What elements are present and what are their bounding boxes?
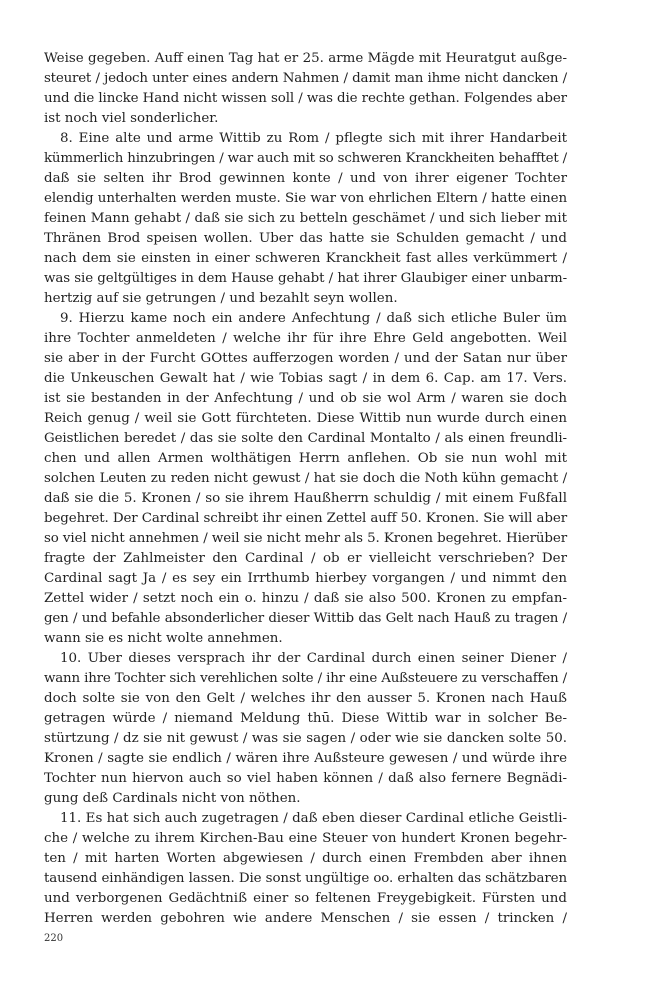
text-line: Tochter nun hiervon auch so viel haben können / daß also fernere Begnädi- [44,771,567,786]
text-line: daß sie selten ihr Brod gewinnen konte / und von ihrer eigener Tochter [44,171,567,186]
text-line: wann sie es nicht wolte annehmen. [44,631,283,646]
text-line: Zettel wider / setzt noch ein o. hinzu / daß sie also 500. Kronen zu empfan- [44,591,567,606]
text-line: Weise gegeben. Auff einen Tag hat er 25. arme Mägde mit Heuratgut außge- [44,51,567,66]
paragraph-8-start: 8. Eine alte und arme Wittib zu Rom / pflegte sich mit ihrer Handarbeit [60,131,567,146]
text-line: Thränen Brod speisen wollen. Uber das hatte sie Schulden gemacht / und [44,231,567,246]
text-line: doch solte sie von den Gelt / welches ihr den ausser 5. Kronen nach Hauß [44,691,567,706]
text-line: Cardinal sagt Ja / es sey ein Irrthumb hierbey vorgangen / und nimmt den [44,571,567,586]
text-line: che / welche zu ihrem Kirchen-Bau eine Steuer von hundert Kronen begehr- [44,831,567,846]
text-line: chen und allen Armen wolthätigen Herrn anflehen. Ob sie nun wohl mit [44,451,567,466]
page-number: 220 [44,933,64,944]
text-line: hertzig auf sie getrungen / und bezahlt seyn wollen. [44,291,398,306]
text-line: sie aber in der Furcht GOttes aufferzogen worden / und der Satan nur über [44,351,567,366]
text-line: die Unkeuschen Gewalt hat / wie Tobias sagt / in dem 6. Cap. am 17. Vers. [44,371,567,386]
text-line: ihre Tochter anmeldeten / welche ihr für ihre Ehre Geld angebotten. Weil [44,331,567,346]
paragraph-11-start: 11. Es hat sich auch zugetragen / daß eben dieser Cardinal etliche Geistli- [60,811,567,826]
text-line: begehret. Der Cardinal schreibt ihr einen Zettel auff 50. Kronen. Sie will aber [44,511,567,526]
text-line: kümmerlich hinzubringen / war auch mit so schweren Kranckheiten behafftet / [44,151,567,166]
text-line: feinen Mann gehabt / daß sie sich zu betteln geschämet / und sich lieber mit [44,211,567,226]
text-line: getragen würde / niemand Meldung thū. Diese Wittib war in solcher Be- [44,711,567,726]
text-line: nach dem sie einsten in einer schweren Kranckheit fast alles verkümmert / [44,251,567,266]
text-line: ist sie bestanden in der Anfechtung / und ob sie wol Arm / waren sie doch [44,391,567,406]
text-line: Kronen / sagte sie endlich / wären ihre Außsteure gewesen / und würde ihre [44,751,567,766]
text-line: stürtzung / dz sie nit gewust / was sie sagen / oder wie sie dancken solte 50. [44,731,567,746]
text-line: ten / mit harten Worten abgewiesen / durch einen Frembden aber ihnen [44,851,567,866]
text-line: und die lincke Hand nicht wissen soll / was die rechte gethan. Folgendes aber [44,91,567,106]
text-line: solchen Leuten zu reden nicht gewust / hat sie doch die Noth kühn gemacht / [44,471,567,486]
text-line: fragte der Zahlmeister den Cardinal / ob er vielleicht verschrieben? Der [44,551,567,566]
text-line: gung deß Cardinals nicht von nöthen. [44,791,301,806]
text-line: tausend einhändigen lassen. Die sonst ungültige oo. erhalten das schätzbaren [44,871,567,886]
text-line: und verborgenen Gedächtniß einer so feltenen Freygebigkeit. Fürsten und [44,891,567,906]
text-line: Geistlichen beredet / das sie solte den Cardinal Montalto / als einen freundli- [44,431,567,446]
body-text [44,49,567,929]
text-line: steuret / jedoch unter eines andern Nahmen / damit man ihme nicht dancken / [44,71,567,86]
text-line: gen / und befahle absonderlicher dieser Wittib das Gelt nach Hauß zu tragen / [44,611,567,626]
text-line: wann ihre Tochter sich verehlichen solte / ihr eine Außsteuere zu verschaffen / [44,671,567,686]
text-line: so viel nicht annehmen / weil sie nicht mehr als 5. Kronen begehret. Hierüber [44,531,567,546]
text-line: ist noch viel sonderlicher. [44,111,219,126]
text-line: Herren werden gebohren wie andere Menschen / sie essen / trincken / [44,911,567,926]
text-line: elendig unterhalten werden muste. Sie war von ehrlichen Eltern / hatte einen [44,191,567,206]
text-line: daß sie die 5. Kronen / so sie ihrem Haußherrn schuldig / mit einem Fußfall [44,491,567,506]
text-line: was sie geltgültiges in dem Hause gehabt / hat ihrer Glaubiger einer unbarm- [44,271,567,286]
paragraph-9-start: 9. Hierzu kame noch ein andere Anfechtung / daß sich etliche Buler üm [60,311,567,326]
paragraph-10-start: 10. Uber dieses versprach ihr der Cardinal durch einen seiner Diener / [60,651,567,666]
text-line: Reich genug / weil sie Gott fürchteten. Diese Wittib nun wurde durch einen [44,411,567,426]
